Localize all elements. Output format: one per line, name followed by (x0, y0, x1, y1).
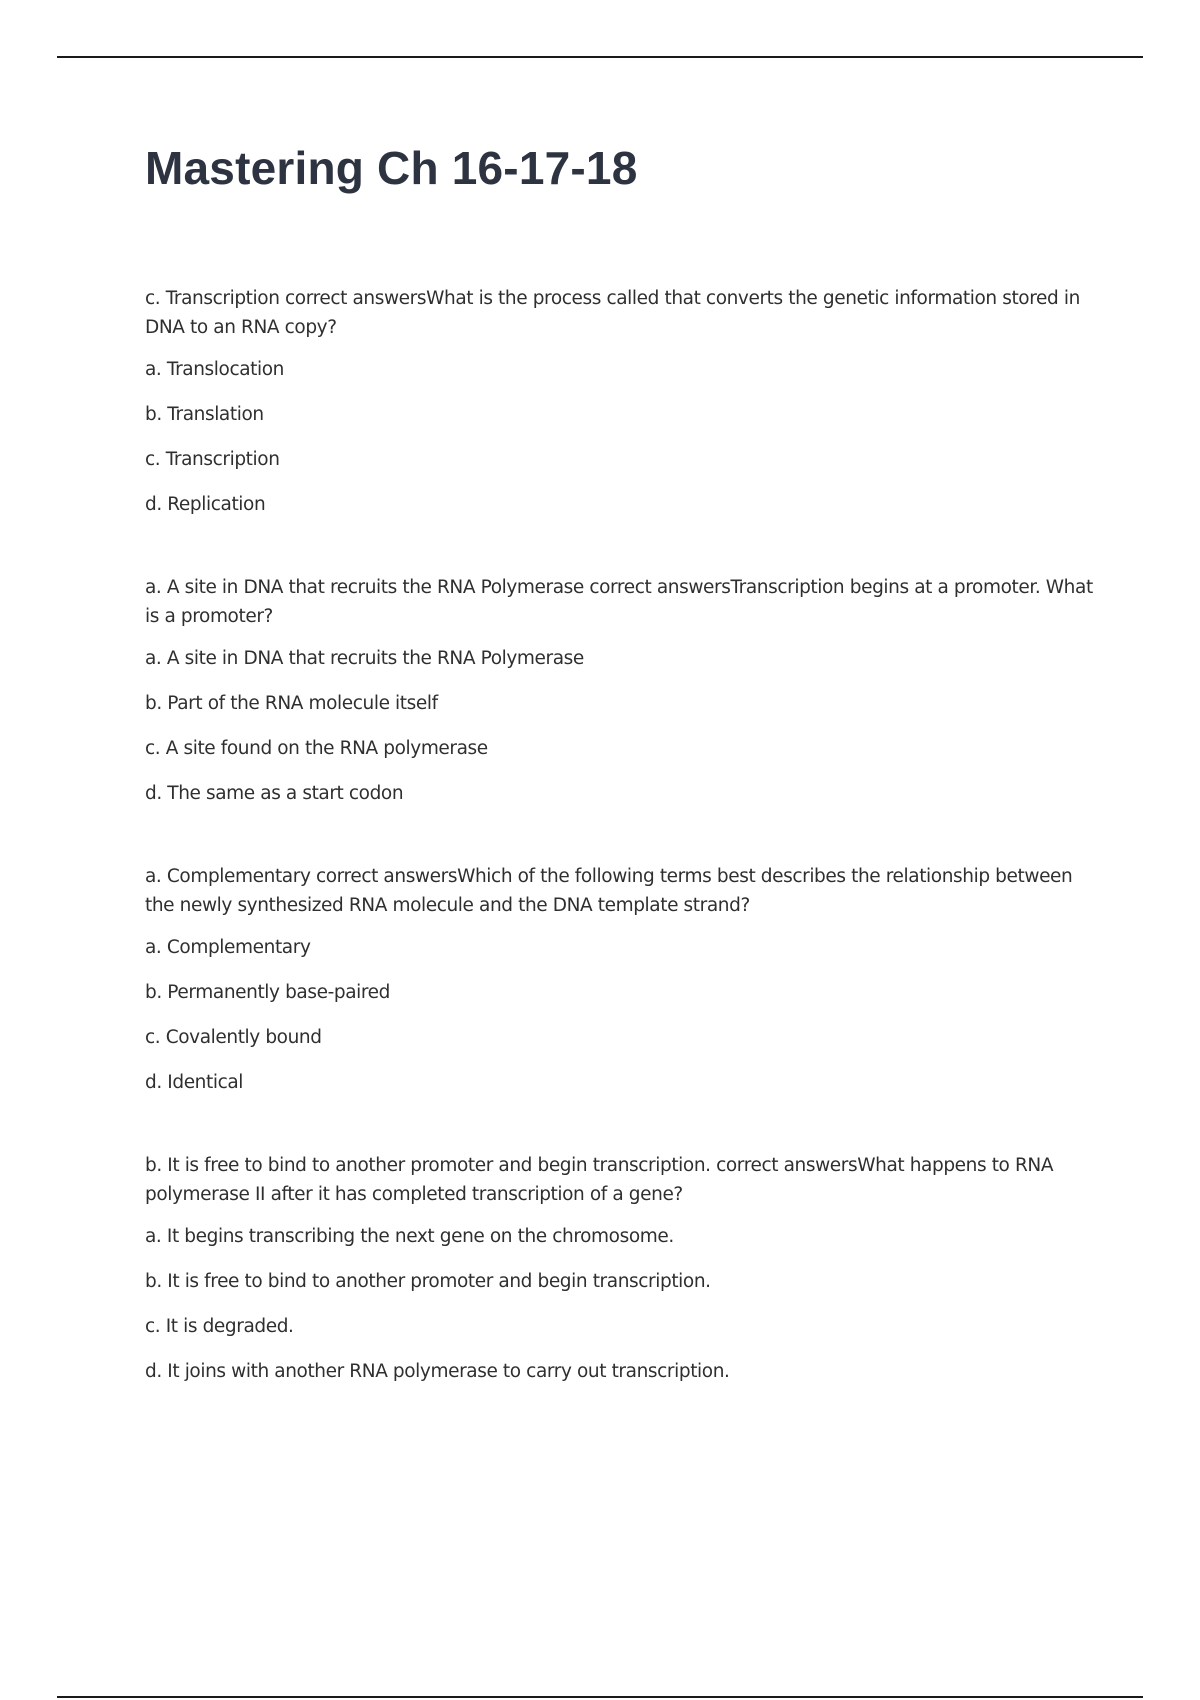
question-4 (145, 1151, 1095, 1386)
option-b: b. It is free to bind to another promoter and begin transcription. (145, 1271, 711, 1292)
bottom-rule (57, 1696, 1143, 1698)
option-c: c. It is degraded. (145, 1316, 294, 1337)
option-a: a. Translocation (145, 359, 284, 380)
document-body (145, 140, 1095, 1440)
question-text: c. Transcription correct answersWhat is the process called that converts the genetic information stored in DNA to an RNA copy? (145, 288, 1080, 338)
option-a: a. It begins transcribing the next gene on the chromosome. (145, 1226, 674, 1247)
question-2 (145, 573, 1095, 808)
question-text: a. Complementary correct answersWhich of the following terms best describes the relationship between the newly synthesized RNA molecule and the DNA template strand? (145, 866, 1073, 916)
option-list (145, 933, 1095, 1097)
option-a: a. Complementary (145, 937, 311, 958)
option-c: c. A site found on the RNA polymerase (145, 738, 488, 759)
option-a: a. A site in DNA that recruits the RNA Polymerase (145, 648, 584, 669)
question-1 (145, 284, 1095, 519)
option-list (145, 644, 1095, 808)
question-text: b. It is free to bind to another promoter and begin transcription. correct answersWhat happens to RNA polymerase II after it has completed transcription of a gene? (145, 1155, 1054, 1205)
option-d: d. Replication (145, 494, 266, 515)
option-d: d. It joins with another RNA polymerase to carry out transcription. (145, 1361, 730, 1382)
option-b: b. Part of the RNA molecule itself (145, 693, 438, 714)
option-b: b. Permanently base-paired (145, 982, 390, 1003)
question-list (145, 284, 1095, 1386)
option-d: d. Identical (145, 1072, 244, 1093)
question-3 (145, 862, 1095, 1097)
option-b: b. Translation (145, 404, 264, 425)
top-rule (57, 56, 1143, 58)
document-title: Mastering Ch 16-17-18 (145, 142, 638, 194)
question-text: a. A site in DNA that recruits the RNA Polymerase correct answersTranscription begins at a promoter. What is a promoter? (145, 577, 1093, 627)
option-c: c. Transcription (145, 449, 280, 470)
option-d: d. The same as a start codon (145, 783, 404, 804)
option-c: c. Covalently bound (145, 1027, 322, 1048)
option-list (145, 1222, 1095, 1386)
option-list (145, 355, 1095, 519)
